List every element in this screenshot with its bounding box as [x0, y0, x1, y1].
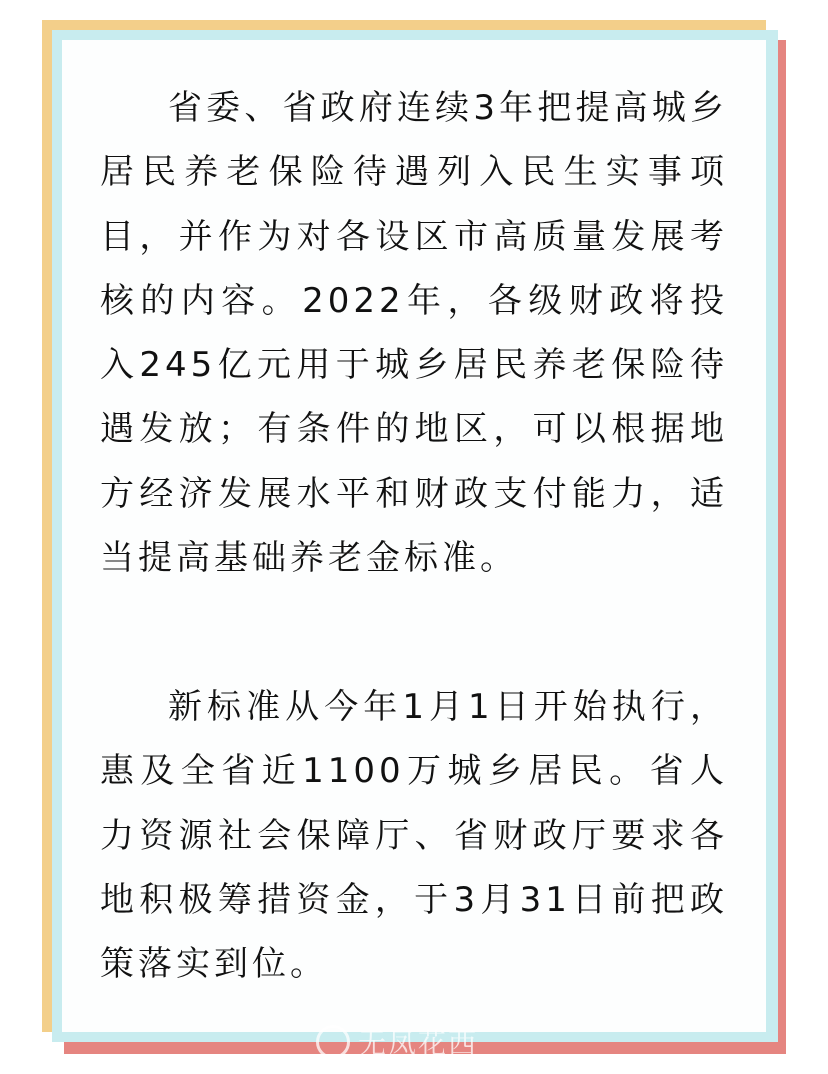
article-paragraph-1: 省委、省政府连续3年把提高城乡居民养老保险待遇列入民生实事项目，并作为对各设区市高质量发展考核的内容。2022年，各级财政将投入245亿元用于城乡居民养老保险待遇发放；有条件的地区，可以根据地方经济发展水平和财政支付能力，适当提高基础养老金标准。: [100, 88, 728, 579]
watermark: [316, 1024, 478, 1060]
watermark-text: 无凤花西: [358, 1027, 479, 1060]
article-paragraph-2: 新标准从今年1月1日开始执行，惠及全省近1100万城乡居民。省人力资源社会保障厅、省财政厅要求各地积极筹措资金，于3月31日前把政策落实到位。: [100, 687, 728, 985]
watermark-logo-icon: [316, 1025, 350, 1059]
